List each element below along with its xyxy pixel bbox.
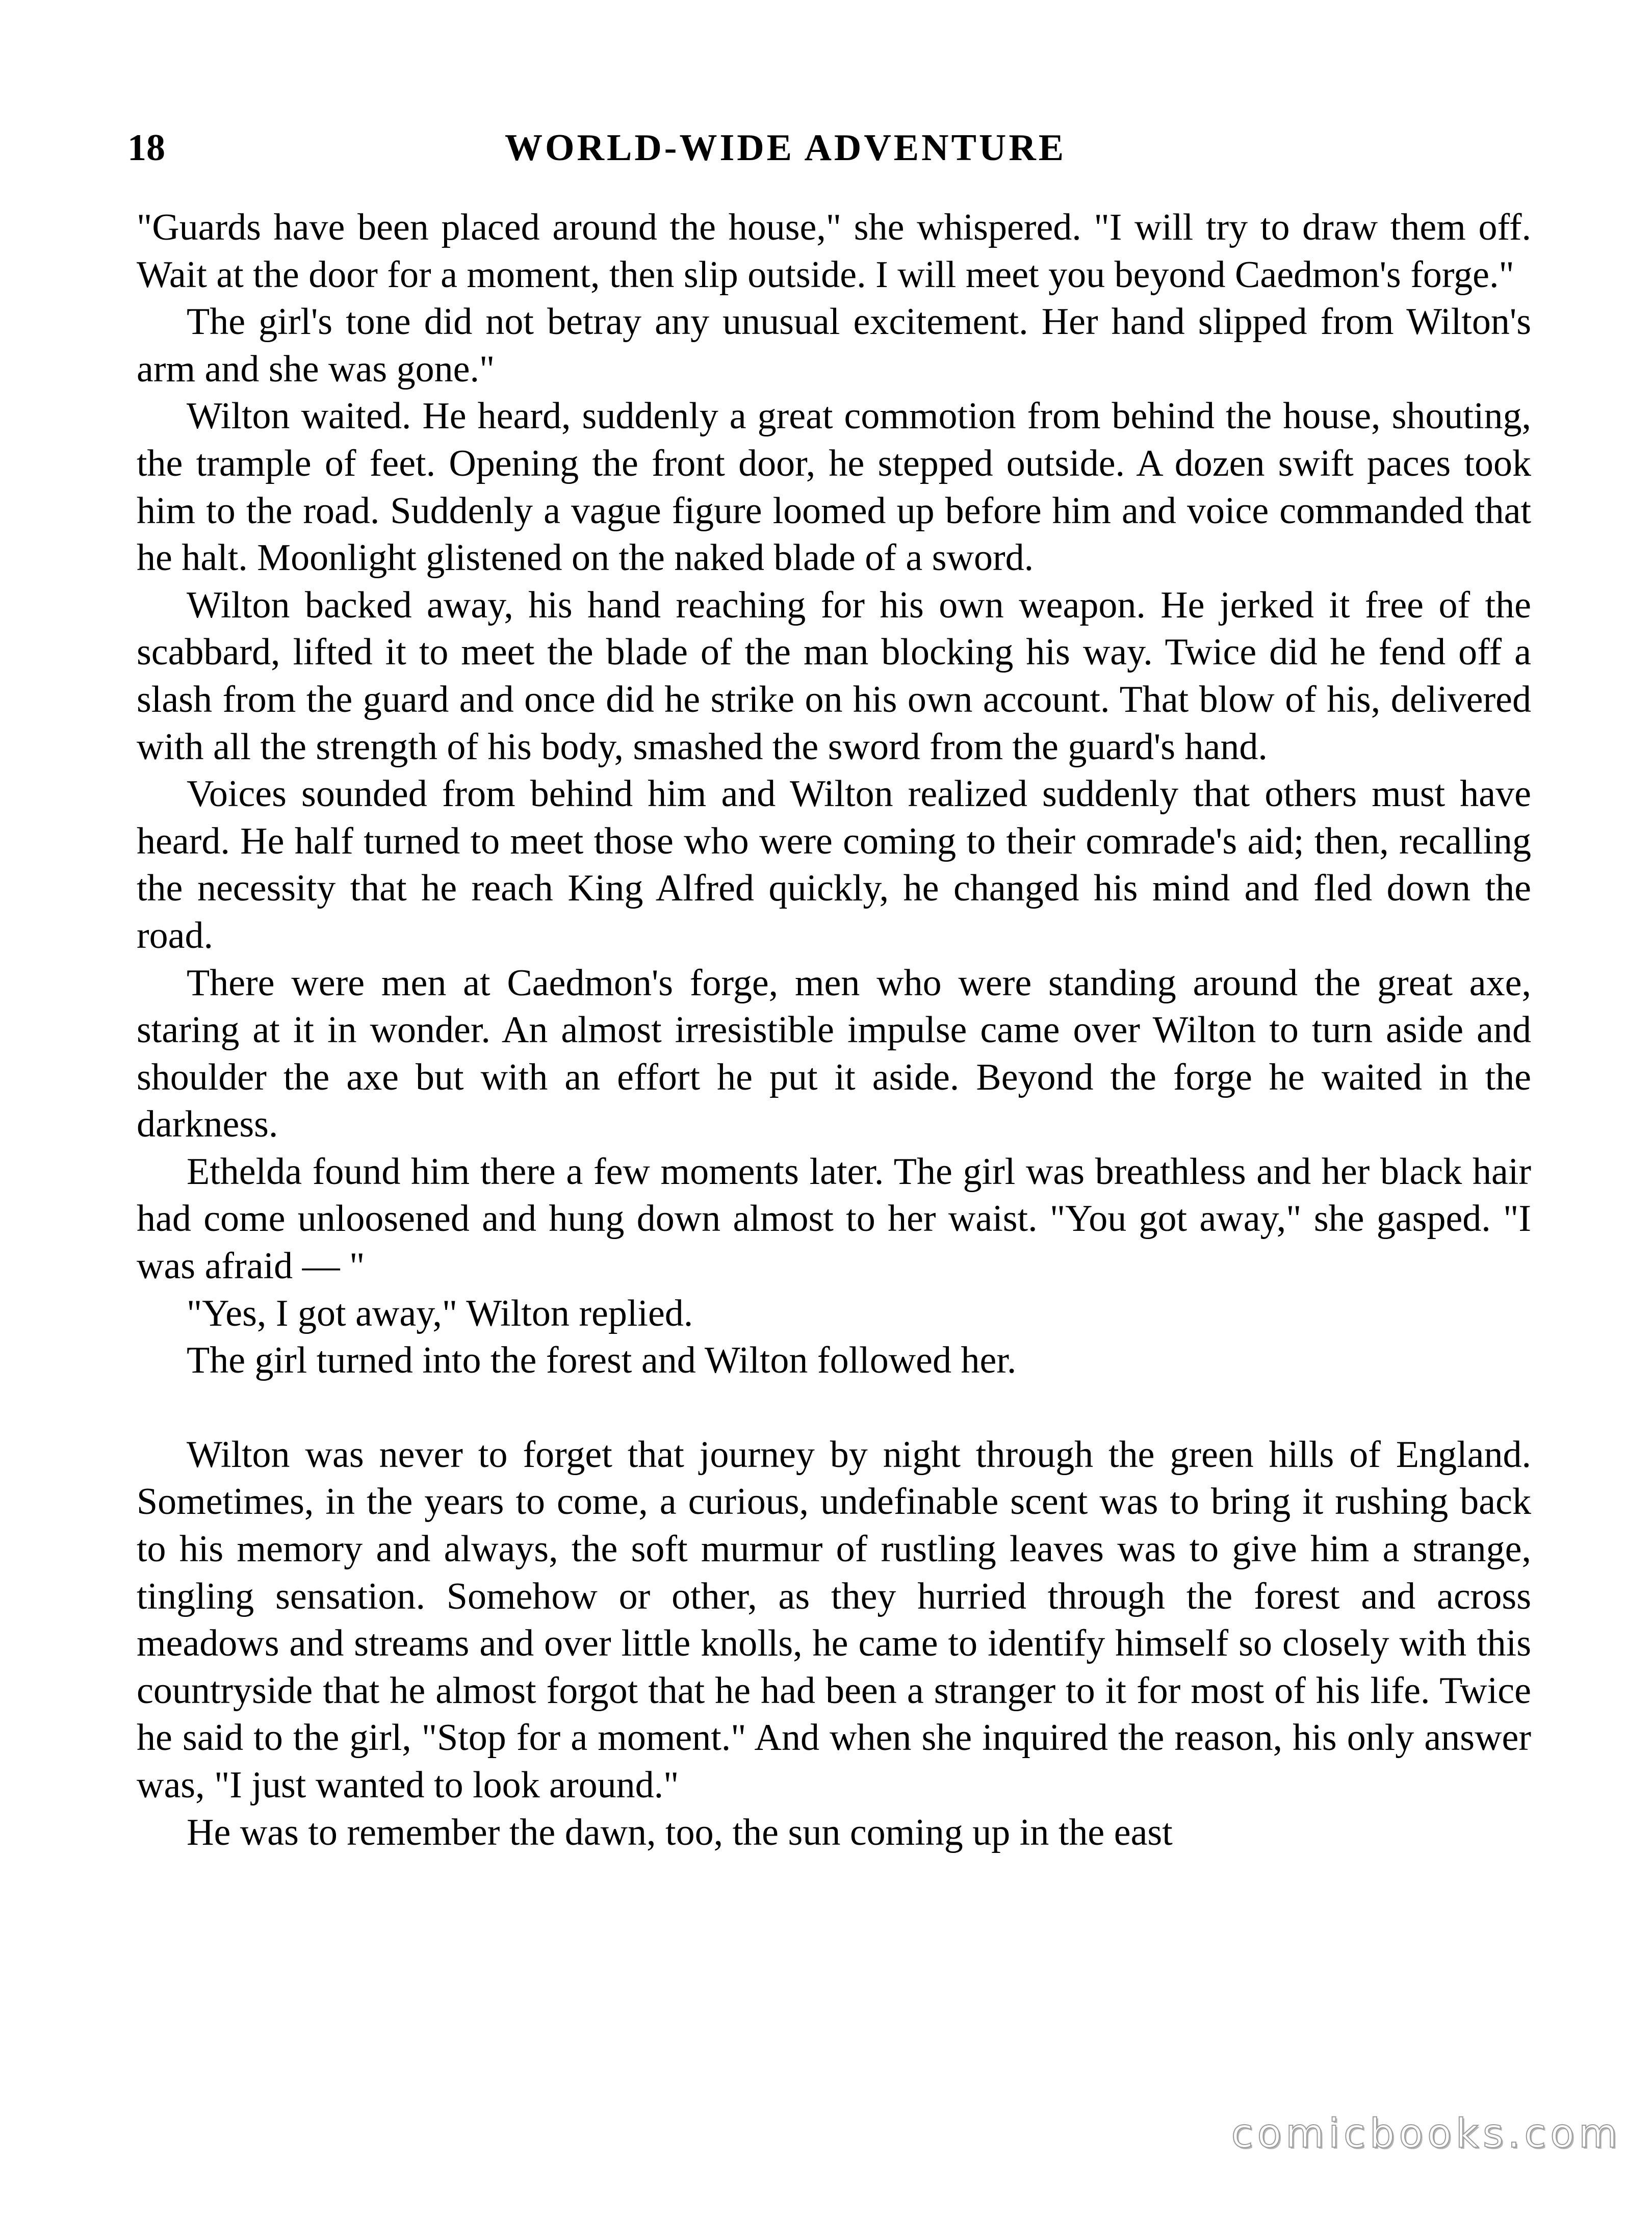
body-text: [137, 204, 1531, 1856]
section-break: [137, 1384, 1531, 1431]
page-header: [127, 120, 1535, 176]
paragraph: Ethelda found him there a few moments later. The girl was breathless and her black hair had come unloosened and hung down almost to her waist. "You got away," she gasped. "I was afraid — ": [137, 1150, 1531, 1287]
running-title: WORLD-WIDE ADVENTURE: [505, 127, 1067, 169]
paragraph: There were men at Caedmon's forge, men who were standing around the great axe, staring at it in wonder. An almost irresistible impulse came over Wilton to turn aside and shoulder the axe but with an effort he put it aside. Beyond the forge he waited in the darkness.: [137, 962, 1531, 1146]
paragraph: Wilton waited. He heard, suddenly a great commotion from behind the house, shouting, the trample of feet. Opening the front door, he stepped outside. A dozen swift paces took him to the road. Suddenly a vague figure loomed up before him and voice commanded that he halt. Moonlight glistened on the naked blade of a sword.: [137, 395, 1531, 579]
paragraph: Wilton was never to forget that journey by night through the green hills of England. Sometimes, in the years to come, a curious, undefinable scent was to bring it rushing back to his memory and always, the soft murmur of rustling leaves was to give him a strange, tingling sensation. Somehow or other, as they hurried through the forest and across meadows and streams and over little knolls, he came to identify himself so closely with this countryside that he almost forgot that he had been a stranger to it for most of his life. Twice he said to the girl, "Stop for a moment." And when she inquired the reason, his only answer was, "I just wanted to look around.": [137, 1433, 1531, 1806]
page-number: 18: [127, 127, 165, 169]
paragraph: The girl turned into the forest and Wilton followed her.: [187, 1339, 1017, 1382]
paragraph: He was to remember the dawn, too, the sun coming up in the east: [187, 1811, 1173, 1853]
watermark: comicbooks.com: [1231, 2111, 1621, 2157]
paragraph: Voices sounded from behind him and Wilton realized suddenly that others must have heard. He half turned to meet those who were coming to their comrade's aid; then, recalling the necessity that he reach King Alfred quickly, he changed his mind and fled down the road.: [137, 773, 1531, 957]
paragraph: Wilton backed away, his hand reaching for his own weapon. He jerked it free of the scabbard, lifted it to meet the blade of the man blocking his way. Twice did he fend off a slash from the guard and once did he strike on his own account. That blow of his, delivered with all the strength of his body, smashed the sword from the guard's hand.: [137, 584, 1531, 768]
paragraph: "Yes, I got away," Wilton replied.: [187, 1292, 693, 1334]
paragraph: "Guards have been placed around the house," she whispered. "I will try to draw them off. Wait at the door for a moment, then slip outside. I will meet you beyond Caedmon's forge.": [137, 207, 1531, 296]
paragraph: The girl's tone did not betray any unusual excitement. Her hand slipped from Wilton's arm and she was gone.": [137, 301, 1531, 390]
